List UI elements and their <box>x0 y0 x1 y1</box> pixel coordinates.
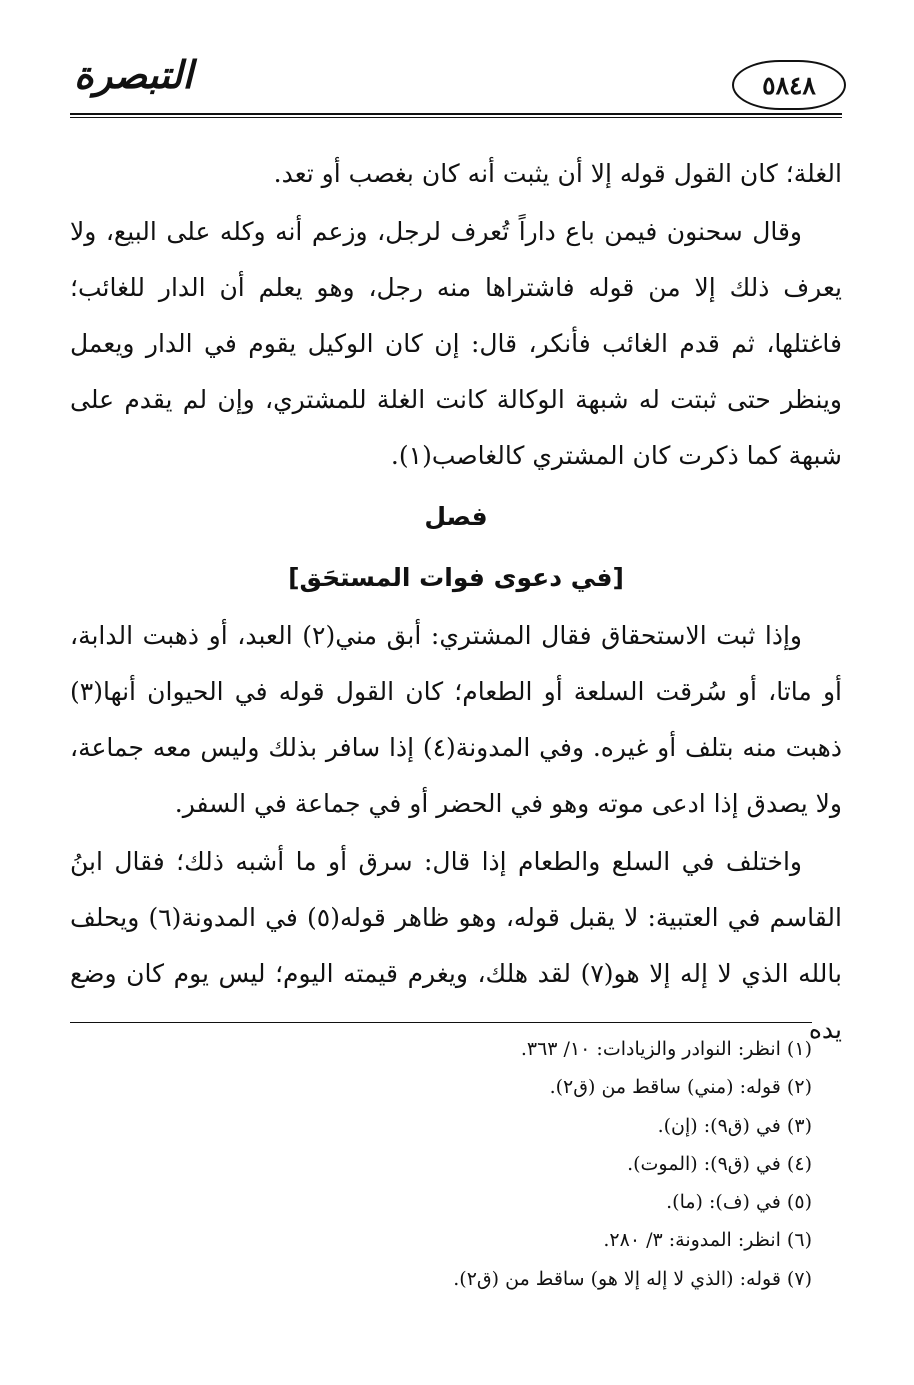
paragraph-1: الغلة؛ كان القول قوله إلا أن يثبت أنه كان بغصب أو تعد. <box>273 159 842 188</box>
page-number: ٥٨٤٨ <box>732 60 846 110</box>
section-subtitle: [في دعوى فوات المستحَق] <box>288 563 624 592</box>
paragraph-2: وقال سحنون فيمن باع داراً تُعرف لرجل، وزعم أنه وكله على البيع، ولا يعرف ذلك إلا من قوله فاشتراها منه رجل، وهو يعلم أن الدار للغائب؛ فاغتلها، ثم قدم الغائب فأنكر، قال: إن كان الوكيل يقوم في الدار ويعمل وينظر حتى ثبتت له شبهة الوكالة كانت الغلة للمشتري، وإن لم يقدم على شبهة كما ذكرت كان المشتري كالغاصب(١). <box>70 217 842 470</box>
footnote-divider <box>70 1022 812 1023</box>
footnote-item: (٦) انظر: المدونة: ٣/ ٢٨٠. <box>603 1229 812 1252</box>
footnote-item: (٢) قوله: (مني) ساقط من (ق٢). <box>549 1076 812 1099</box>
paragraph-4: واختلف في السلع والطعام إذا قال: سرق أو ما أشبه ذلك؛ فقال ابنُ القاسم في العتبية: لا يقبل قوله، وهو ظاهر قوله(٥) في المدونة(٦) ويحلف بالله الذي لا إله إلا هو(٧) لقد هلك، ويغرم قيمته اليوم؛ ليس يوم كان وضع يده <box>70 847 842 1044</box>
book-title: التبصرة <box>74 52 193 97</box>
main-text <box>70 146 842 1060</box>
header-rule <box>70 113 842 118</box>
footnotes <box>70 1030 812 1298</box>
footnote-item: (٤) في (ق٩): (الموت). <box>627 1152 812 1175</box>
footnote-item: (٣) في (ق٩): (إن). <box>657 1114 812 1137</box>
footnote-item: (١) انظر: النوادر والزيادات: ١٠/ ٣٦٣. <box>520 1038 812 1060</box>
page-header <box>70 48 842 118</box>
footnote-item: (٥) في (ف): (ما). <box>666 1191 812 1214</box>
footnote-item: (٧) قوله: (الذي لا إله إلا هو) ساقط من (ق٢). <box>453 1267 812 1290</box>
section-title: فصل <box>424 502 488 531</box>
paragraph-3: وإذا ثبت الاستحقاق فقال المشتري: أبق مني(٢) العبد، أو ذهبت الدابة، أو ماتا، أو سُرقت السلعة أو الطعام؛ كان القول قوله في الحيوان أنها(٣) ذهبت منه بتلف أو غيره. وفي المدونة(٤) إذا سافر بذلك وليس معه جماعة، ولا يصدق إذا ادعى موته وهو في الحضر أو في جماعة في السفر. <box>70 621 842 818</box>
